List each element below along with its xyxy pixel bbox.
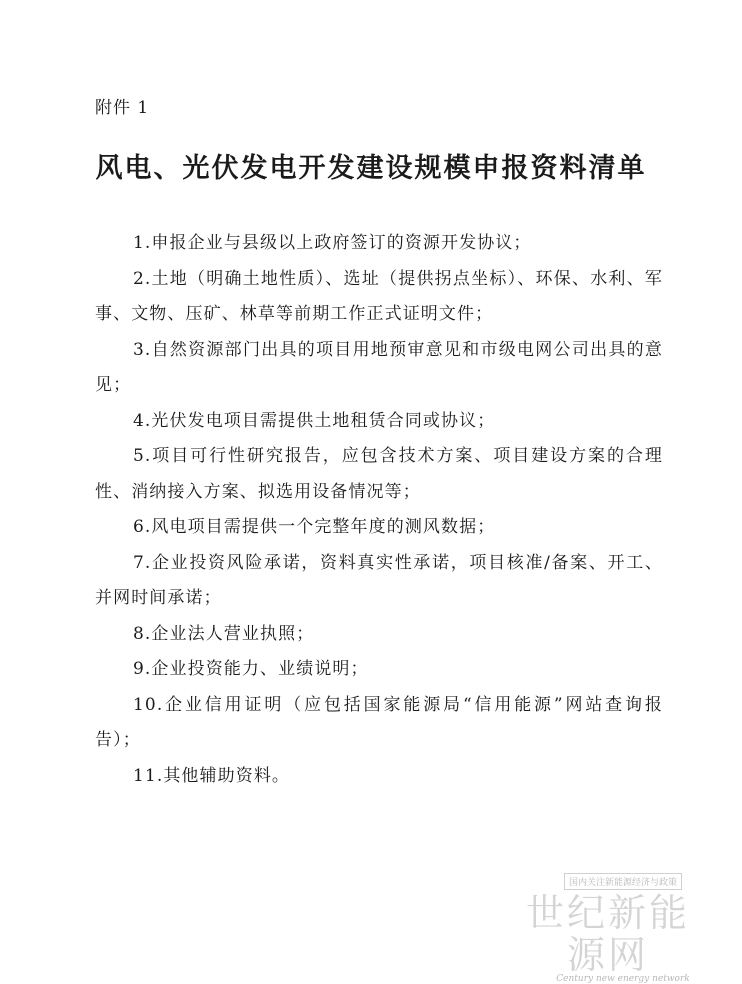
list-item: 5.项目可行性研究报告，应包含技术方案、项目建设方案的合理性、消纳接入方案、拟选用设备情况等；: [95, 446, 663, 502]
watermark: [508, 870, 708, 984]
list-item: 4.光伏发电项目需提供土地租赁合同或协议；: [133, 410, 496, 431]
watermark-tagline: 国内关注新能源经济与政策: [564, 873, 682, 890]
list-item: 3.自然资源部门出具的项目用地预审意见和市级电网公司出具的意见；: [95, 339, 663, 395]
list-item: 1.申报企业与县级以上政府签订的资源开发协议；: [133, 233, 532, 253]
list-item: 6.风电项目需提供一个完整年度的测风数据；: [133, 517, 496, 537]
list-item: 10.企业信用证明（应包括国家能源局“信用能源”网站查询报告）；: [95, 694, 663, 750]
list-item: 7.企业投资风险承诺，资料真实性承诺，项目核准/备案、开工、并网时间承诺；: [95, 552, 663, 608]
attachment-label: 附件 1: [95, 98, 150, 118]
list-item: 8.企业法人营业执照；: [133, 623, 315, 644]
watermark-brand: 世纪新能源网: [525, 891, 690, 977]
document-title: 风电、光伏发电开发建设规模申报资料清单: [95, 153, 647, 184]
list-item: 2.土地（明确土地性质）、选址（提供拐点坐标）、环保、水利、军事、文物、压矿、林草等前期工作正式证明文件；: [95, 268, 663, 324]
list-item: 9.企业投资能力、业绩说明；: [133, 659, 369, 679]
watermark-subtitle: Century new energy network: [556, 974, 690, 984]
list-item: 11.其他辅助资料。: [133, 765, 291, 786]
requirements-list: [95, 226, 663, 794]
